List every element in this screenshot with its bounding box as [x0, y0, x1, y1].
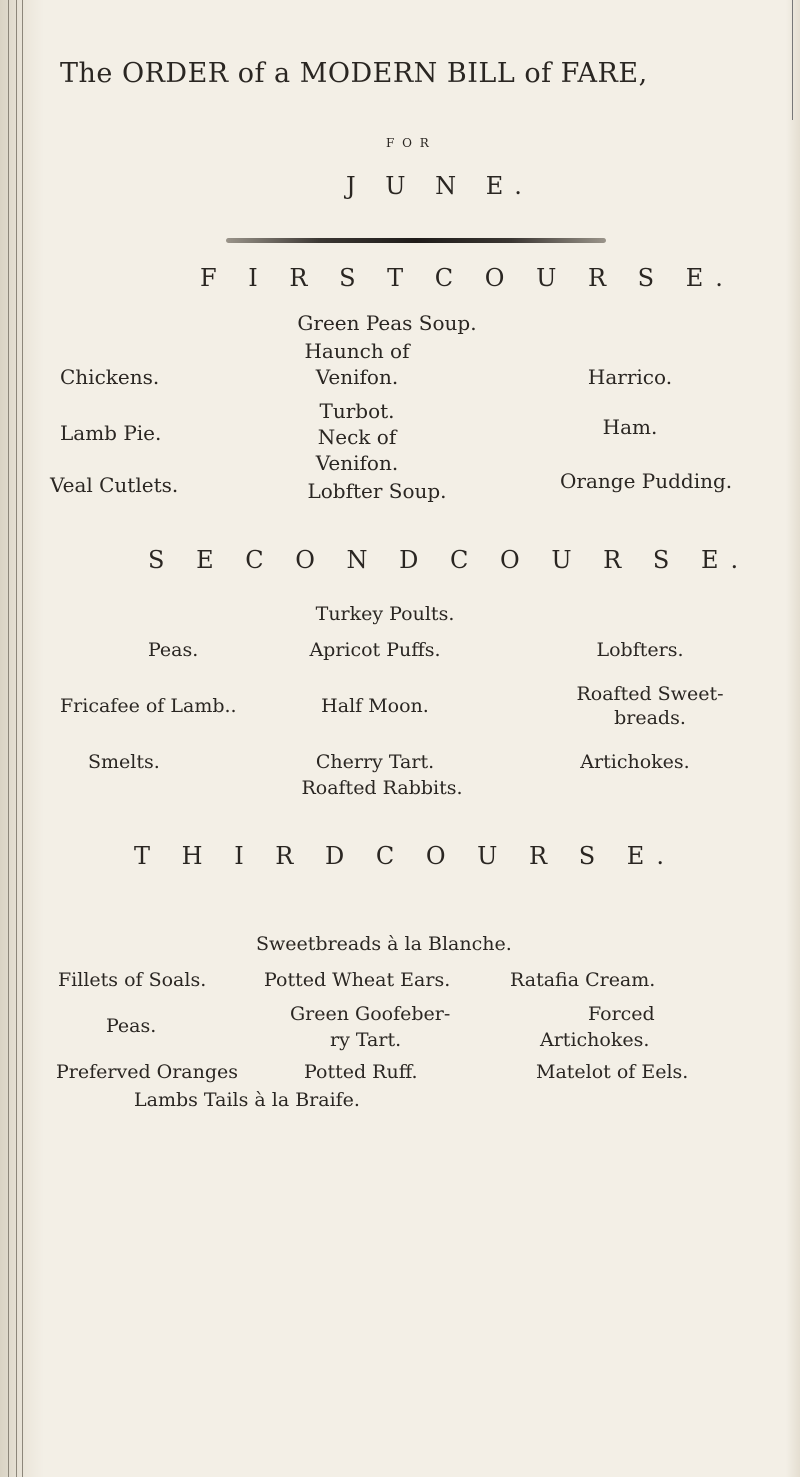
dish-chickens: Chickens. [60, 365, 160, 389]
dish-half-moon: Half Moon. [321, 695, 429, 717]
dish-turbot: Turbot. [319, 399, 395, 423]
dish-lobsters: Lobfters. [596, 639, 684, 661]
second-course-heading: S E C O N D C O U R S E. [148, 546, 751, 574]
dish-green-peas-soup: Green Peas Soup. [297, 311, 477, 335]
month-heading: J U N E. [346, 172, 533, 200]
dish-preserved-oranges: Preferved Oranges [56, 1061, 239, 1083]
dish-gooseberry-tart-2: ry Tart. [330, 1029, 402, 1051]
dish-ratafia-cream: Ratafia Cream. [510, 969, 656, 991]
for-label: F O R [386, 136, 431, 150]
dish-apricot-puffs: Apricot Puffs. [309, 639, 441, 661]
dish-fillets-of-soals: Fillets of Soals. [58, 969, 207, 991]
dish-sweetbreads-blanche: Sweetbreads à la Blanche. [256, 933, 512, 955]
dish-venison-1: Venifon. [315, 365, 399, 389]
book-gutter [0, 0, 44, 1477]
dish-fricassee-of-lamb: Fricafee of Lamb.. [60, 695, 237, 717]
dish-potted-wheat-ears: Potted Wheat Ears. [264, 969, 451, 991]
third-course-heading: T H I R D C O U R S E. [134, 842, 676, 870]
dish-peas-third: Peas. [106, 1015, 157, 1037]
dish-harrico: Harrico. [587, 365, 673, 389]
dish-lamb-pie: Lamb Pie. [60, 421, 162, 445]
dish-haunch-of: Haunch of [304, 339, 410, 363]
page-edge [786, 0, 800, 1477]
dish-forced-artichokes-1: Forced [588, 1003, 655, 1025]
dish-roasted-rabbits: Roafted Rabbits. [301, 777, 463, 799]
first-course-heading: F I R S T C O U R S E. [200, 264, 735, 292]
ornamental-rule [226, 238, 606, 243]
dish-neck-of: Neck of [317, 425, 397, 449]
dish-veal-cutlets: Veal Cutlets. [50, 473, 179, 497]
dish-gooseberry-tart-1: Green Goofeber- [290, 1003, 451, 1025]
dish-forced-artichokes-2: Artichokes. [540, 1029, 650, 1051]
dish-peas: Peas. [148, 639, 199, 661]
dish-roasted-sweetbreads-2: breads. [614, 707, 686, 729]
dish-ham: Ham. [602, 415, 658, 439]
dish-lobster-soup: Lobfter Soup. [307, 479, 447, 503]
dish-turkey-poults: Turkey Poults. [315, 603, 455, 625]
dish-artichokes: Artichokes. [580, 751, 690, 773]
dish-roasted-sweetbreads-1: Roafted Sweet- [576, 683, 724, 705]
dish-matelot-of-eels: Matelot of Eels. [536, 1061, 689, 1083]
dish-smelts: Smelts. [88, 751, 160, 773]
dish-cherry-tart: Cherry Tart. [315, 751, 435, 773]
dish-venison-2: Venifon. [315, 451, 399, 475]
dish-lambs-tails-braise: Lambs Tails à la Braife. [134, 1089, 360, 1111]
dish-orange-pudding: Orange Pudding. [560, 469, 733, 493]
page-title: The ORDER of a MODERN BILL of FARE, [60, 58, 648, 89]
dish-potted-ruff: Potted Ruff. [304, 1061, 418, 1083]
